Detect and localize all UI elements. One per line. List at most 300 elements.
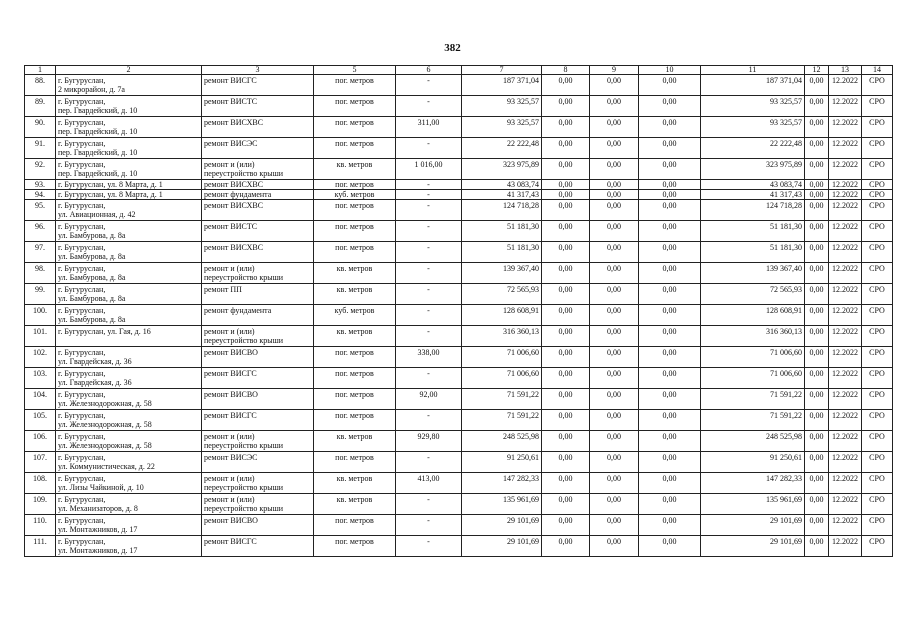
address-cell bbox=[56, 96, 202, 117]
table-row bbox=[25, 96, 893, 117]
deadline-cell: 12.2022 bbox=[829, 452, 862, 473]
cost-cell: 0,00 bbox=[805, 494, 829, 515]
table-row bbox=[25, 138, 893, 159]
address-cell-line: ул. Железнодорожная, д. 58 bbox=[58, 420, 152, 429]
cost-cell: 0,00 bbox=[805, 326, 829, 347]
row-number: 108. bbox=[25, 473, 56, 494]
cost-cell: 0,00 bbox=[805, 75, 829, 96]
method-cell: СРО bbox=[862, 536, 893, 557]
method-cell: СРО bbox=[862, 410, 893, 431]
work-type-cell bbox=[202, 326, 314, 347]
address-cell-line: г. Бугуруслан, ул. Гая, д. 16 bbox=[58, 327, 151, 336]
cost-cell: 29 101,69 bbox=[701, 536, 805, 557]
work-type-cell-line: переустройство крыши bbox=[204, 273, 284, 282]
unit-cell: пог. метров bbox=[314, 117, 396, 138]
method-cell: СРО bbox=[862, 515, 893, 536]
address-cell-line: г. Бугуруслан, bbox=[58, 369, 106, 378]
cost-cell: 0,00 bbox=[542, 368, 590, 389]
volume-cell: - bbox=[396, 263, 462, 284]
table-row bbox=[25, 284, 893, 305]
cost-total-cell: 248 525,98 bbox=[462, 431, 542, 452]
cost-cell: 0,00 bbox=[590, 326, 639, 347]
row-number: 95. bbox=[25, 200, 56, 221]
address-cell-line: ул. Механизаторов, д. 8 bbox=[58, 504, 138, 513]
address-cell bbox=[56, 536, 202, 557]
address-cell bbox=[56, 190, 202, 200]
cost-cell: 0,00 bbox=[590, 200, 639, 221]
method-cell: СРО bbox=[862, 431, 893, 452]
deadline-cell: 12.2022 bbox=[829, 180, 862, 190]
address-cell-line: ул. Бамбурова, д. 8а bbox=[58, 315, 126, 324]
unit-cell: пог. метров bbox=[314, 221, 396, 242]
cost-cell: 72 565,93 bbox=[701, 284, 805, 305]
method-cell: СРО bbox=[862, 284, 893, 305]
cost-cell: 22 222,48 bbox=[701, 138, 805, 159]
work-type-cell-line: ремонт ВИСТС bbox=[204, 222, 258, 231]
work-type-cell-line: ремонт и (или) bbox=[204, 432, 255, 441]
work-type-cell-line: ремонт ПП bbox=[204, 285, 242, 294]
address-cell-line: ул. Лизы Чайкиной, д. 10 bbox=[58, 483, 144, 492]
volume-cell: - bbox=[396, 368, 462, 389]
column-header: 8 bbox=[542, 66, 590, 75]
work-type-cell-line: переустройство крыши bbox=[204, 483, 284, 492]
cost-cell: 0,00 bbox=[805, 368, 829, 389]
unit-cell: куб. метров bbox=[314, 305, 396, 326]
cost-cell: 93 325,57 bbox=[701, 117, 805, 138]
address-cell-line: г. Бугуруслан, bbox=[58, 201, 106, 210]
table-row bbox=[25, 389, 893, 410]
cost-cell: 0,00 bbox=[805, 159, 829, 180]
cost-cell: 0,00 bbox=[590, 473, 639, 494]
work-type-cell-line: ремонт ВИСХВС bbox=[204, 243, 264, 252]
work-type-cell bbox=[202, 221, 314, 242]
cost-cell: 0,00 bbox=[805, 515, 829, 536]
cost-cell: 0,00 bbox=[639, 75, 701, 96]
cost-cell: 0,00 bbox=[639, 536, 701, 557]
cost-cell: 0,00 bbox=[590, 117, 639, 138]
cost-cell: 0,00 bbox=[590, 96, 639, 117]
cost-cell: 0,00 bbox=[805, 431, 829, 452]
cost-total-cell: 323 975,89 bbox=[462, 159, 542, 180]
address-cell bbox=[56, 138, 202, 159]
row-number: 96. bbox=[25, 221, 56, 242]
cost-cell: 0,00 bbox=[590, 452, 639, 473]
work-type-cell-line: ремонт фундамента bbox=[204, 190, 272, 199]
address-cell bbox=[56, 494, 202, 515]
cost-cell: 0,00 bbox=[639, 431, 701, 452]
cost-cell: 0,00 bbox=[542, 473, 590, 494]
cost-cell: 43 083,74 bbox=[701, 180, 805, 190]
deadline-cell: 12.2022 bbox=[829, 284, 862, 305]
work-type-cell bbox=[202, 263, 314, 284]
address-cell-line: пер. Гвардейский, д. 10 bbox=[58, 106, 138, 115]
cost-cell: 0,00 bbox=[542, 242, 590, 263]
cost-cell: 0,00 bbox=[542, 221, 590, 242]
address-cell bbox=[56, 431, 202, 452]
cost-cell: 0,00 bbox=[590, 410, 639, 431]
cost-cell: 0,00 bbox=[805, 284, 829, 305]
cost-cell: 0,00 bbox=[639, 368, 701, 389]
column-header: 6 bbox=[396, 66, 462, 75]
address-cell-line: ул. Бамбурова, д. 8а bbox=[58, 231, 126, 240]
cost-cell: 0,00 bbox=[542, 263, 590, 284]
cost-total-cell: 135 961,69 bbox=[462, 494, 542, 515]
unit-cell: пог. метров bbox=[314, 452, 396, 473]
row-number: 106. bbox=[25, 431, 56, 452]
address-cell bbox=[56, 326, 202, 347]
deadline-cell: 12.2022 bbox=[829, 159, 862, 180]
column-number-row bbox=[25, 66, 893, 75]
row-number: 102. bbox=[25, 347, 56, 368]
work-type-cell-line: переустройство крыши bbox=[204, 336, 284, 345]
address-cell bbox=[56, 263, 202, 284]
cost-cell: 0,00 bbox=[542, 180, 590, 190]
cost-total-cell: 41 317,43 bbox=[462, 190, 542, 200]
address-cell bbox=[56, 200, 202, 221]
table-row bbox=[25, 75, 893, 96]
cost-cell: 51 181,30 bbox=[701, 221, 805, 242]
address-cell-line: г. Бугуруслан, bbox=[58, 474, 106, 483]
address-cell-line: ул. Гвардейская, д. 36 bbox=[58, 357, 132, 366]
cost-total-cell: 71 591,22 bbox=[462, 389, 542, 410]
cost-cell: 0,00 bbox=[590, 263, 639, 284]
cost-cell: 71 591,22 bbox=[701, 389, 805, 410]
cost-cell: 0,00 bbox=[805, 190, 829, 200]
cost-cell: 29 101,69 bbox=[701, 515, 805, 536]
cost-cell: 128 608,91 bbox=[701, 305, 805, 326]
address-cell-line: пер. Гвардейский, д. 10 bbox=[58, 148, 138, 157]
cost-cell: 0,00 bbox=[639, 410, 701, 431]
cost-total-cell: 93 325,57 bbox=[462, 117, 542, 138]
cost-cell: 0,00 bbox=[639, 494, 701, 515]
address-cell bbox=[56, 389, 202, 410]
deadline-cell: 12.2022 bbox=[829, 305, 862, 326]
volume-cell: - bbox=[396, 410, 462, 431]
cost-cell: 0,00 bbox=[590, 138, 639, 159]
table-row bbox=[25, 200, 893, 221]
volume-cell: 1 016,00 bbox=[396, 159, 462, 180]
method-cell: СРО bbox=[862, 190, 893, 200]
method-cell: СРО bbox=[862, 180, 893, 190]
address-cell-line: г. Бугуруслан, bbox=[58, 243, 106, 252]
work-type-cell-line: ремонт ВИСГС bbox=[204, 369, 257, 378]
unit-cell: пог. метров bbox=[314, 515, 396, 536]
unit-cell: пог. метров bbox=[314, 75, 396, 96]
unit-cell: кв. метров bbox=[314, 494, 396, 515]
table-row bbox=[25, 159, 893, 180]
cost-cell: 0,00 bbox=[639, 242, 701, 263]
cost-cell: 0,00 bbox=[805, 221, 829, 242]
cost-cell: 0,00 bbox=[805, 242, 829, 263]
cost-cell: 0,00 bbox=[590, 221, 639, 242]
volume-cell: - bbox=[396, 284, 462, 305]
address-cell bbox=[56, 284, 202, 305]
method-cell: СРО bbox=[862, 200, 893, 221]
table-row bbox=[25, 305, 893, 326]
method-cell: СРО bbox=[862, 494, 893, 515]
address-cell bbox=[56, 159, 202, 180]
unit-cell: пог. метров bbox=[314, 180, 396, 190]
cost-total-cell: 71 006,60 bbox=[462, 368, 542, 389]
volume-cell: 311,00 bbox=[396, 117, 462, 138]
deadline-cell: 12.2022 bbox=[829, 410, 862, 431]
cost-total-cell: 72 565,93 bbox=[462, 284, 542, 305]
column-header: 5 bbox=[314, 66, 396, 75]
address-cell-line: г. Бугуруслан, bbox=[58, 411, 106, 420]
table-row bbox=[25, 326, 893, 347]
work-type-cell bbox=[202, 180, 314, 190]
cost-cell: 0,00 bbox=[805, 263, 829, 284]
unit-cell: кв. метров bbox=[314, 326, 396, 347]
work-type-cell bbox=[202, 138, 314, 159]
address-cell-line: г. Бугуруслан, bbox=[58, 537, 106, 546]
address-cell-line: г. Бугуруслан, bbox=[58, 453, 106, 462]
cost-cell: 0,00 bbox=[542, 536, 590, 557]
deadline-cell: 12.2022 bbox=[829, 96, 862, 117]
cost-cell: 0,00 bbox=[639, 473, 701, 494]
cost-cell: 0,00 bbox=[590, 284, 639, 305]
address-cell-line: ул. Железнодорожная, д. 58 bbox=[58, 441, 152, 450]
cost-cell: 0,00 bbox=[805, 180, 829, 190]
row-number: 101. bbox=[25, 326, 56, 347]
address-cell bbox=[56, 347, 202, 368]
volume-cell: - bbox=[396, 452, 462, 473]
deadline-cell: 12.2022 bbox=[829, 75, 862, 96]
work-type-cell bbox=[202, 200, 314, 221]
deadline-cell: 12.2022 bbox=[829, 221, 862, 242]
cost-cell: 0,00 bbox=[542, 117, 590, 138]
cost-cell: 0,00 bbox=[590, 305, 639, 326]
unit-cell: кв. метров bbox=[314, 284, 396, 305]
cost-cell: 0,00 bbox=[542, 452, 590, 473]
address-cell bbox=[56, 180, 202, 190]
work-type-cell-line: переустройство крыши bbox=[204, 504, 284, 513]
volume-cell: - bbox=[396, 242, 462, 263]
work-type-cell-line: ремонт и (или) bbox=[204, 160, 255, 169]
work-type-cell bbox=[202, 284, 314, 305]
volume-cell: - bbox=[396, 326, 462, 347]
column-header: 9 bbox=[590, 66, 639, 75]
volume-cell: - bbox=[396, 180, 462, 190]
method-cell: СРО bbox=[862, 96, 893, 117]
cost-cell: 0,00 bbox=[639, 200, 701, 221]
cost-total-cell: 29 101,69 bbox=[462, 515, 542, 536]
volume-cell: - bbox=[396, 221, 462, 242]
repair-register-table bbox=[24, 65, 893, 557]
unit-cell: пог. метров bbox=[314, 410, 396, 431]
address-cell-line: г. Бугуруслан, bbox=[58, 139, 106, 148]
cost-cell: 0,00 bbox=[639, 96, 701, 117]
cost-cell: 187 371,04 bbox=[701, 75, 805, 96]
cost-cell: 248 525,98 bbox=[701, 431, 805, 452]
address-cell bbox=[56, 515, 202, 536]
work-type-cell-line: ремонт ВИСЭС bbox=[204, 453, 258, 462]
cost-cell: 0,00 bbox=[542, 159, 590, 180]
cost-cell: 0,00 bbox=[639, 221, 701, 242]
cost-total-cell: 128 608,91 bbox=[462, 305, 542, 326]
volume-cell: - bbox=[396, 494, 462, 515]
cost-cell: 0,00 bbox=[590, 190, 639, 200]
volume-cell: - bbox=[396, 96, 462, 117]
cost-cell: 91 250,61 bbox=[701, 452, 805, 473]
work-type-cell-line: ремонт ВИСХВС bbox=[204, 180, 264, 189]
address-cell-line: пер. Гвардейский, д. 10 bbox=[58, 169, 138, 178]
deadline-cell: 12.2022 bbox=[829, 473, 862, 494]
address-cell-line: ул. Бамбурова, д. 8а bbox=[58, 252, 126, 261]
row-number: 91. bbox=[25, 138, 56, 159]
unit-cell: куб. метров bbox=[314, 190, 396, 200]
work-type-cell-line: ремонт ВИСГС bbox=[204, 411, 257, 420]
deadline-cell: 12.2022 bbox=[829, 117, 862, 138]
unit-cell: пог. метров bbox=[314, 389, 396, 410]
address-cell bbox=[56, 117, 202, 138]
table-row bbox=[25, 221, 893, 242]
cost-cell: 0,00 bbox=[542, 515, 590, 536]
deadline-cell: 12.2022 bbox=[829, 536, 862, 557]
row-number: 94. bbox=[25, 190, 56, 200]
work-type-cell-line: ремонт ВИСГС bbox=[204, 76, 257, 85]
page-number: 382 bbox=[444, 42, 461, 54]
work-type-cell bbox=[202, 515, 314, 536]
table-row bbox=[25, 473, 893, 494]
work-type-cell-line: переустройство крыши bbox=[204, 441, 284, 450]
method-cell: СРО bbox=[862, 326, 893, 347]
method-cell: СРО bbox=[862, 221, 893, 242]
row-number: 109. bbox=[25, 494, 56, 515]
unit-cell: пог. метров bbox=[314, 138, 396, 159]
work-type-cell-line: ремонт ВИСВО bbox=[204, 348, 258, 357]
table-row bbox=[25, 452, 893, 473]
row-number: 104. bbox=[25, 389, 56, 410]
column-header: 12 bbox=[805, 66, 829, 75]
cost-cell: 93 325,57 bbox=[701, 96, 805, 117]
work-type-cell-line: ремонт и (или) bbox=[204, 264, 255, 273]
address-cell-line: г. Бугуруслан, ул. 8 Марта, д. 1 bbox=[58, 190, 163, 199]
cost-cell: 0,00 bbox=[542, 305, 590, 326]
row-number: 89. bbox=[25, 96, 56, 117]
cost-total-cell: 187 371,04 bbox=[462, 75, 542, 96]
address-cell bbox=[56, 242, 202, 263]
method-cell: СРО bbox=[862, 389, 893, 410]
cost-total-cell: 71 591,22 bbox=[462, 410, 542, 431]
work-type-cell-line: ремонт фундамента bbox=[204, 306, 272, 315]
row-number: 92. bbox=[25, 159, 56, 180]
cost-cell: 0,00 bbox=[639, 159, 701, 180]
volume-cell: - bbox=[396, 138, 462, 159]
work-type-cell bbox=[202, 536, 314, 557]
cost-cell: 124 718,28 bbox=[701, 200, 805, 221]
table-row bbox=[25, 368, 893, 389]
table-row bbox=[25, 536, 893, 557]
work-type-cell bbox=[202, 305, 314, 326]
row-number: 110. bbox=[25, 515, 56, 536]
address-cell-line: г. Бугуруслан, bbox=[58, 222, 106, 231]
cost-cell: 51 181,30 bbox=[701, 242, 805, 263]
work-type-cell-line: ремонт и (или) bbox=[204, 474, 255, 483]
volume-cell: 413,00 bbox=[396, 473, 462, 494]
volume-cell: - bbox=[396, 515, 462, 536]
cost-cell: 0,00 bbox=[590, 431, 639, 452]
deadline-cell: 12.2022 bbox=[829, 263, 862, 284]
work-type-cell bbox=[202, 368, 314, 389]
method-cell: СРО bbox=[862, 452, 893, 473]
work-type-cell bbox=[202, 242, 314, 263]
address-cell bbox=[56, 305, 202, 326]
table-row bbox=[25, 180, 893, 190]
cost-cell: 0,00 bbox=[805, 536, 829, 557]
cost-cell: 0,00 bbox=[590, 347, 639, 368]
cost-cell: 316 360,13 bbox=[701, 326, 805, 347]
cost-cell: 0,00 bbox=[590, 368, 639, 389]
cost-cell: 0,00 bbox=[542, 494, 590, 515]
column-header: 7 bbox=[462, 66, 542, 75]
cost-cell: 0,00 bbox=[639, 389, 701, 410]
address-cell-line: ул. Коммунистическая, д. 22 bbox=[58, 462, 155, 471]
cost-cell: 0,00 bbox=[639, 117, 701, 138]
address-cell bbox=[56, 221, 202, 242]
cost-cell: 0,00 bbox=[805, 117, 829, 138]
column-header: 2 bbox=[56, 66, 202, 75]
row-number: 93. bbox=[25, 180, 56, 190]
work-type-cell bbox=[202, 190, 314, 200]
work-type-cell bbox=[202, 389, 314, 410]
column-header: 1 bbox=[25, 66, 56, 75]
cost-cell: 0,00 bbox=[639, 284, 701, 305]
address-cell-line: ул. Монтажников, д. 17 bbox=[58, 525, 138, 534]
cost-total-cell: 51 181,30 bbox=[462, 242, 542, 263]
cost-cell: 0,00 bbox=[590, 159, 639, 180]
volume-cell: - bbox=[396, 536, 462, 557]
cost-cell: 0,00 bbox=[590, 389, 639, 410]
cost-cell: 0,00 bbox=[639, 326, 701, 347]
cost-cell: 0,00 bbox=[542, 389, 590, 410]
table-row bbox=[25, 242, 893, 263]
unit-cell: пог. метров bbox=[314, 242, 396, 263]
deadline-cell: 12.2022 bbox=[829, 368, 862, 389]
unit-cell: пог. метров bbox=[314, 347, 396, 368]
cost-cell: 0,00 bbox=[639, 452, 701, 473]
cost-cell: 0,00 bbox=[805, 138, 829, 159]
address-cell bbox=[56, 368, 202, 389]
column-header: 14 bbox=[862, 66, 893, 75]
method-cell: СРО bbox=[862, 138, 893, 159]
unit-cell: кв. метров bbox=[314, 263, 396, 284]
cost-cell: 0,00 bbox=[542, 410, 590, 431]
work-type-cell bbox=[202, 431, 314, 452]
table-row bbox=[25, 494, 893, 515]
table-row bbox=[25, 347, 893, 368]
cost-cell: 41 317,43 bbox=[701, 190, 805, 200]
cost-cell: 0,00 bbox=[590, 242, 639, 263]
method-cell: СРО bbox=[862, 347, 893, 368]
work-type-cell bbox=[202, 75, 314, 96]
unit-cell: пог. метров bbox=[314, 368, 396, 389]
cost-total-cell: 93 325,57 bbox=[462, 96, 542, 117]
row-number: 107. bbox=[25, 452, 56, 473]
method-cell: СРО bbox=[862, 159, 893, 180]
column-header: 11 bbox=[701, 66, 805, 75]
work-type-cell-line: ремонт ВИСЭС bbox=[204, 139, 258, 148]
work-type-cell bbox=[202, 452, 314, 473]
unit-cell: кв. метров bbox=[314, 159, 396, 180]
table-row bbox=[25, 263, 893, 284]
row-number: 99. bbox=[25, 284, 56, 305]
cost-cell: 0,00 bbox=[805, 389, 829, 410]
work-type-cell bbox=[202, 494, 314, 515]
cost-total-cell: 29 101,69 bbox=[462, 536, 542, 557]
column-header: 13 bbox=[829, 66, 862, 75]
table-row bbox=[25, 410, 893, 431]
